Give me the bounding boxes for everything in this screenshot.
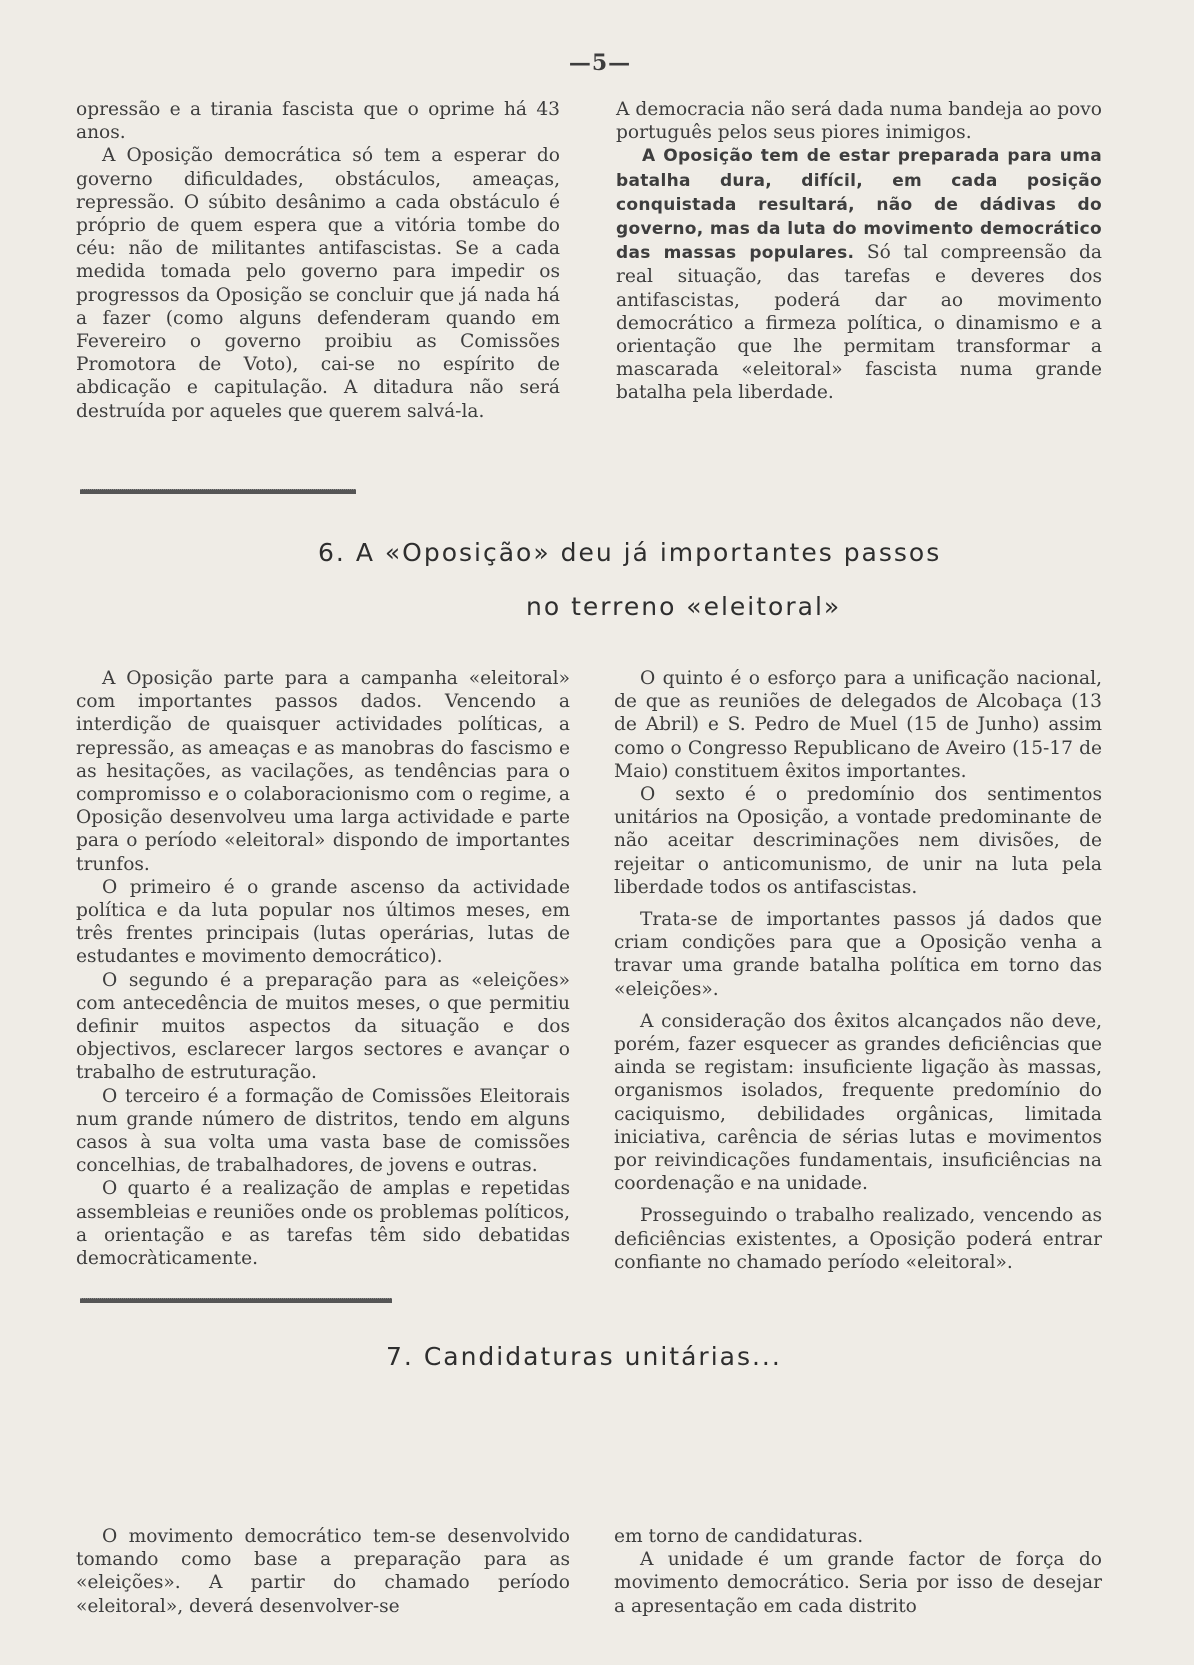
paragraph-rest: Só tal compreensão da real situação, das tarefas e deveres dos antifascistas, poderá dar ao movimento democrático a firmeza política, o dinamismo e a orientação que lhe permitam transformar a mascarada «eleitoral» fascista numa grande batalha pela liberdade. [616,242,1102,404]
paragraph: opressão e a tirania fascista que o oprime há 43 anos. [76,99,560,144]
paragraph: A Oposição parte para a campanha «eleitoral» com importantes passos dados. Vencendo a interdição de quaisquer actividades políticas, a repressão, as ameaças e as manobras do fascismo e as hesitações, as vacilações, as tendências para o compromisso e o colaboracionismo com o regime, a Oposição desenvolveu uma larga actividade e parte para o período «eleitoral» dispondo de importantes trunfos. [76,668,570,875]
section-6-left-column [76,667,570,1270]
section-7-left-column [76,1525,570,1618]
paragraph: Prosseguindo o trabalho realizado, vencendo as deficiências existentes, a Oposição poderá entrar confiante no chamado período «eleitoral». [614,1205,1102,1273]
paragraph: em torno de candidaturas. [614,1526,864,1547]
section-7-right-column [614,1525,1102,1618]
paragraph: A consideração dos êxitos alcançados não deve, porém, fazer esquecer as grandes deficiências que ainda se registam: insuficiente ligação às massas, organismos isolados, frequente predomínio do caciquismo, debilidades orgânicas, limitada iniciativa, carência de sérias lutas e movimentos por reivindicações fundamentais, insuficiências na coordenação e na unidade. [614,1010,1102,1195]
emphasis-text: A Oposição tem de estar preparada para uma batalha dura, difícil, em cada posição conquistada resultará, não de dádivas do governo, mas da luta do movimento democrático das massas populares. [616,146,1102,264]
section-7-heading [386,1342,826,1371]
section-divider [80,1298,392,1303]
paragraph: O segundo é a preparação para as «eleições» com antecedência de muitos meses, o que permitiu definir muitos aspectos da situação e dos objectivos, esclarecer largos sectores e avançar o trabalho de estruturação. [76,969,570,1084]
section-divider [80,489,356,494]
paragraph: Trata-se de importantes passos já dados que criam condições para que a Oposição venha a travar uma grande batalha política em torno das «eleições». [614,909,1102,1000]
top-right-column [616,98,1102,405]
paragraph: O quinto é o esforço para a unificação nacional, de que as reuniões de delegados de Alcobaça (13 de Abril) e S. Pedro de Muel (15 de Junho) assim como o Congresso Republicano de Aveiro (15-17 de Maio) constituem êxitos importantes. [614,668,1102,782]
page-number: —5— [568,50,632,76]
section-number: 7. [386,1342,414,1371]
section-title-line1: A «Oposição» deu já importantes passos [355,538,942,567]
paragraph: O primeiro é o grande ascenso da actividade política e da luta popular nos últimos meses, em três frentes principais (lutas operárias, lutas de estudantes e movimento democrático). [76,876,570,968]
paragraph: A democracia não será dada numa bandeja ao povo português pelos seus piores inimigos. [616,99,1102,144]
paragraph: O terceiro é a formação de Comissões Eleitorais num grande número de distritos, tendo em alguns casos à sua volta uma vasta base de comissões concelhias, de trabalhadores, de jovens e outras. [76,1085,570,1177]
paragraph: O quarto é a realização de amplas e repetidas assembleias e reuniões onde os problemas políticos, a orientação e as tarefas têm sido debatidas democràticamente. [76,1178,570,1270]
paragraph: A Oposição democrática só tem a esperar do governo dificuldades, obstáculos, ameaças, repressão. O súbito desânimo a cada obstáculo é próprio de quem espera que a vitória tombe do céu: não de militantes antifascistas. Se a cada medida tomada pelo governo para impedir os progressos da Oposição se concluir que já nada há a fazer (como alguns defenderam quando em Fevereiro o governo proibiu as Comissões Promotora de Voto), cai-se no espírito de abdicação e capitulação. A ditadura não será destruída por aqueles que querem salvá-la. [76,145,560,422]
paragraph: O movimento democrático tem-se desenvolvido tomando como base a preparação para as «eleições». A partir do chamado período «eleitoral», deverá desenvolver-se [76,1526,570,1617]
section-number: 6. [318,538,346,567]
paragraph: A unidade é um grande factor de força do movimento democrático. Seria por isso de desejar a apresentação em cada distrito [614,1549,1102,1617]
section-6-heading-line2: no terreno «eleitoral» [526,592,842,621]
paragraph [616,144,1102,404]
top-left-column [76,98,560,423]
section-6-right-column [614,667,1102,1274]
section-6-heading [318,538,1018,567]
section-title: Candidaturas unitárias... [423,1342,782,1371]
paragraph: O sexto é o predomínio dos sentimentos unitários na Oposição, a vontade predominante de não aceitar descriminações nem divisões, de rejeitar o anticomunismo, de unir na luta pela liberdade todos os antifascistas. [614,784,1102,898]
